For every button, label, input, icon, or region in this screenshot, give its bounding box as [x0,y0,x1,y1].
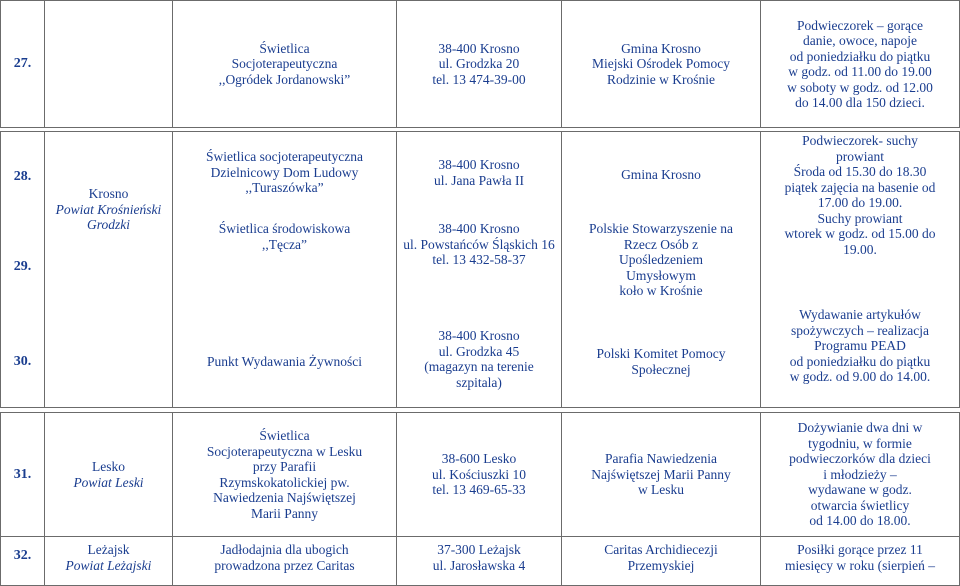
organizer-line: Społecznej [631,361,691,377]
row-27-facility [172,0,397,128]
facility-line: Świetlica socjoterapeutyczna [205,149,364,164]
organizer-line: Polskie Stowarzyszenie na [589,221,733,236]
services-line: podwieczorków dla dzieci [789,451,931,467]
address-line: ul. Grodzka 45 [438,343,520,359]
services-line: w godz. od 11.00 do 19.00 [788,64,932,79]
services-line: wydawane w godz. [808,482,912,498]
services-line: miesięcy w roku (sierpień – [785,557,935,573]
organizer-line: Parafia Nawiedzenia [604,451,718,467]
services-line: od poniedziałku do piątku [789,48,931,64]
row-number-text: 32. [13,548,32,563]
organizer-line: Rzecz Osób z [623,236,699,252]
facility-line: Świetlica [259,428,310,443]
row-31-location [44,412,173,537]
services-line: spożywczych – realizacja [791,322,929,338]
services-line: od 14.00 do 18.00. [809,513,911,529]
services-line: Podwieczorek – gorące [797,17,923,33]
services-line: piątek zajęcia na basenie od [784,179,936,195]
services-line: w soboty w godz. od 12.00 [787,79,933,95]
address-line: 38-400 Krosno [438,328,520,343]
row-number-text: 27. [13,56,32,72]
location-city: Krosno [88,186,129,201]
organizer-line: Najświętszej Marii Panny [591,466,731,482]
services-line: i młodzieży – [823,466,897,482]
row-31-organizer [561,412,761,537]
location-city: Leżajsk [87,542,130,557]
services-line: danie, owoce, napoje [803,33,917,48]
organizer-line: Rodzinie w Krośnie [607,71,715,87]
row-31-number [0,412,45,537]
services-line: do 14.00 dla 150 dzieci. [795,95,925,110]
services-line: 17.00 do 19.00. [817,195,903,210]
services-line: prowiant [836,148,884,164]
row-29-number: 29. [13,259,32,274]
facility-line: prowadzona przez Caritas [214,557,355,573]
location-district: Grodzki [87,217,130,232]
row-number-text: 31. [13,466,32,482]
row-30-number: 30. [13,354,32,369]
row-27-address [396,0,562,128]
organizer-line: Umysłowym [626,267,696,283]
services-line: Suchy prowiant [817,210,903,226]
facility-line: ,,Turaszówka” [245,180,324,195]
address-line: 38-400 Krosno [438,221,520,236]
address-line: ul. Jana Pawła II [434,172,524,188]
address-line: 37-300 Leżajsk [437,542,521,557]
location-city: Lesko [92,459,125,474]
row-28-number: 28. [13,169,32,184]
facility-line: ,,Ogródek Jordanowski” [218,71,351,87]
address-line: ul. Kościuszki 10 [431,466,527,482]
group-krosno-organizer [561,131,761,408]
facility-line: Świetlica [259,40,310,56]
facility-line: Punkt Wydawania Żywności [207,354,362,369]
services-line: Podwieczorek- suchy [802,133,918,148]
organizer-line: Miejski Ośrodek Pomocy [592,56,730,72]
address-line: ul. Jarosławska 4 [432,557,526,573]
services-line: od poniedziałku do piątku [789,353,931,369]
facility-line: Rzymskokatolickiej pw. [219,474,350,490]
address-line: szpitala) [456,374,502,390]
address-line: ul. Grodzka 20 [438,56,520,72]
group-krosno-services [760,131,960,408]
row-31-facility [172,412,397,537]
services-line: w godz. od 9.00 do 14.00. [789,369,931,384]
services-line: Dożywianie dwa dni w [797,420,923,436]
services-line: Wydawanie artykułów [799,307,921,322]
row-27-organizer [561,0,761,128]
facility-line: przy Parafii [252,459,317,474]
facility-line: Socjoterapeutyczna [231,56,338,72]
row-27-number [0,0,45,128]
organizer-line: Caritas Archidiecezji [604,542,718,557]
facility-line: Jadłodajnia dla ubogich [220,542,349,557]
organizer-line: Gmina Krosno [621,40,701,56]
address-line: 38-400 Krosno [438,40,520,56]
organizer-line: Gmina Krosno [621,167,701,182]
address-line: tel. 13 432-58-37 [432,252,526,267]
facility-line: Marii Panny [250,505,319,521]
facility-line: Dzielnicowy Dom Ludowy [210,164,359,180]
group-krosno-address [396,131,562,408]
location-district: Powiat Leski [73,474,144,490]
row-27-services [760,0,960,128]
organizer-line: Polski Komitet Pomocy [596,346,726,361]
services-line: otwarcia świetlicy [810,497,910,513]
row-31-services [760,412,960,537]
facility-line: ,,Tęcza” [262,236,307,252]
organizer-line: Przemyskiej [627,557,695,573]
services-line: Posiłki gorące przez 11 [797,542,923,557]
services-line: wtorek w godz. od 15.00 do [784,226,936,241]
facility-line: Socjoterapeutyczna w Lesku [206,443,363,459]
services-line: Programu PEAD [814,338,906,353]
organizer-line: Upośledzeniem [619,252,703,267]
address-line: (magazyn na terenie [424,359,534,374]
organizer-line: koło w Krośnie [619,283,703,298]
address-line: 38-400 Krosno [438,157,520,172]
group-krosno-location [44,131,173,408]
group-krosno-facility [172,131,397,408]
row-31-address [396,412,562,537]
address-line: tel. 13 474-39-00 [432,71,526,87]
facility-line: Świetlica środowiskowa [218,221,351,236]
services-line: Środa od 15.30 do 18.30 [793,164,927,179]
address-line: ul. Powstańców Śląskich 16 [403,236,555,252]
location-district: Powiat Leżajski [65,557,152,573]
facility-line: Nawiedzenia Najświętszej [213,490,356,505]
group-krosno-numbers [0,131,45,408]
organizer-line: w Lesku [637,482,685,498]
address-line: tel. 13 469-65-33 [432,482,526,498]
location-district: Powiat Krośnieński [55,201,162,217]
address-line: 38-600 Lesko [441,451,517,467]
services-line: tygodniu, w formie [808,435,912,451]
services-line: 19.00. [843,241,877,257]
row-27-location [44,0,173,128]
